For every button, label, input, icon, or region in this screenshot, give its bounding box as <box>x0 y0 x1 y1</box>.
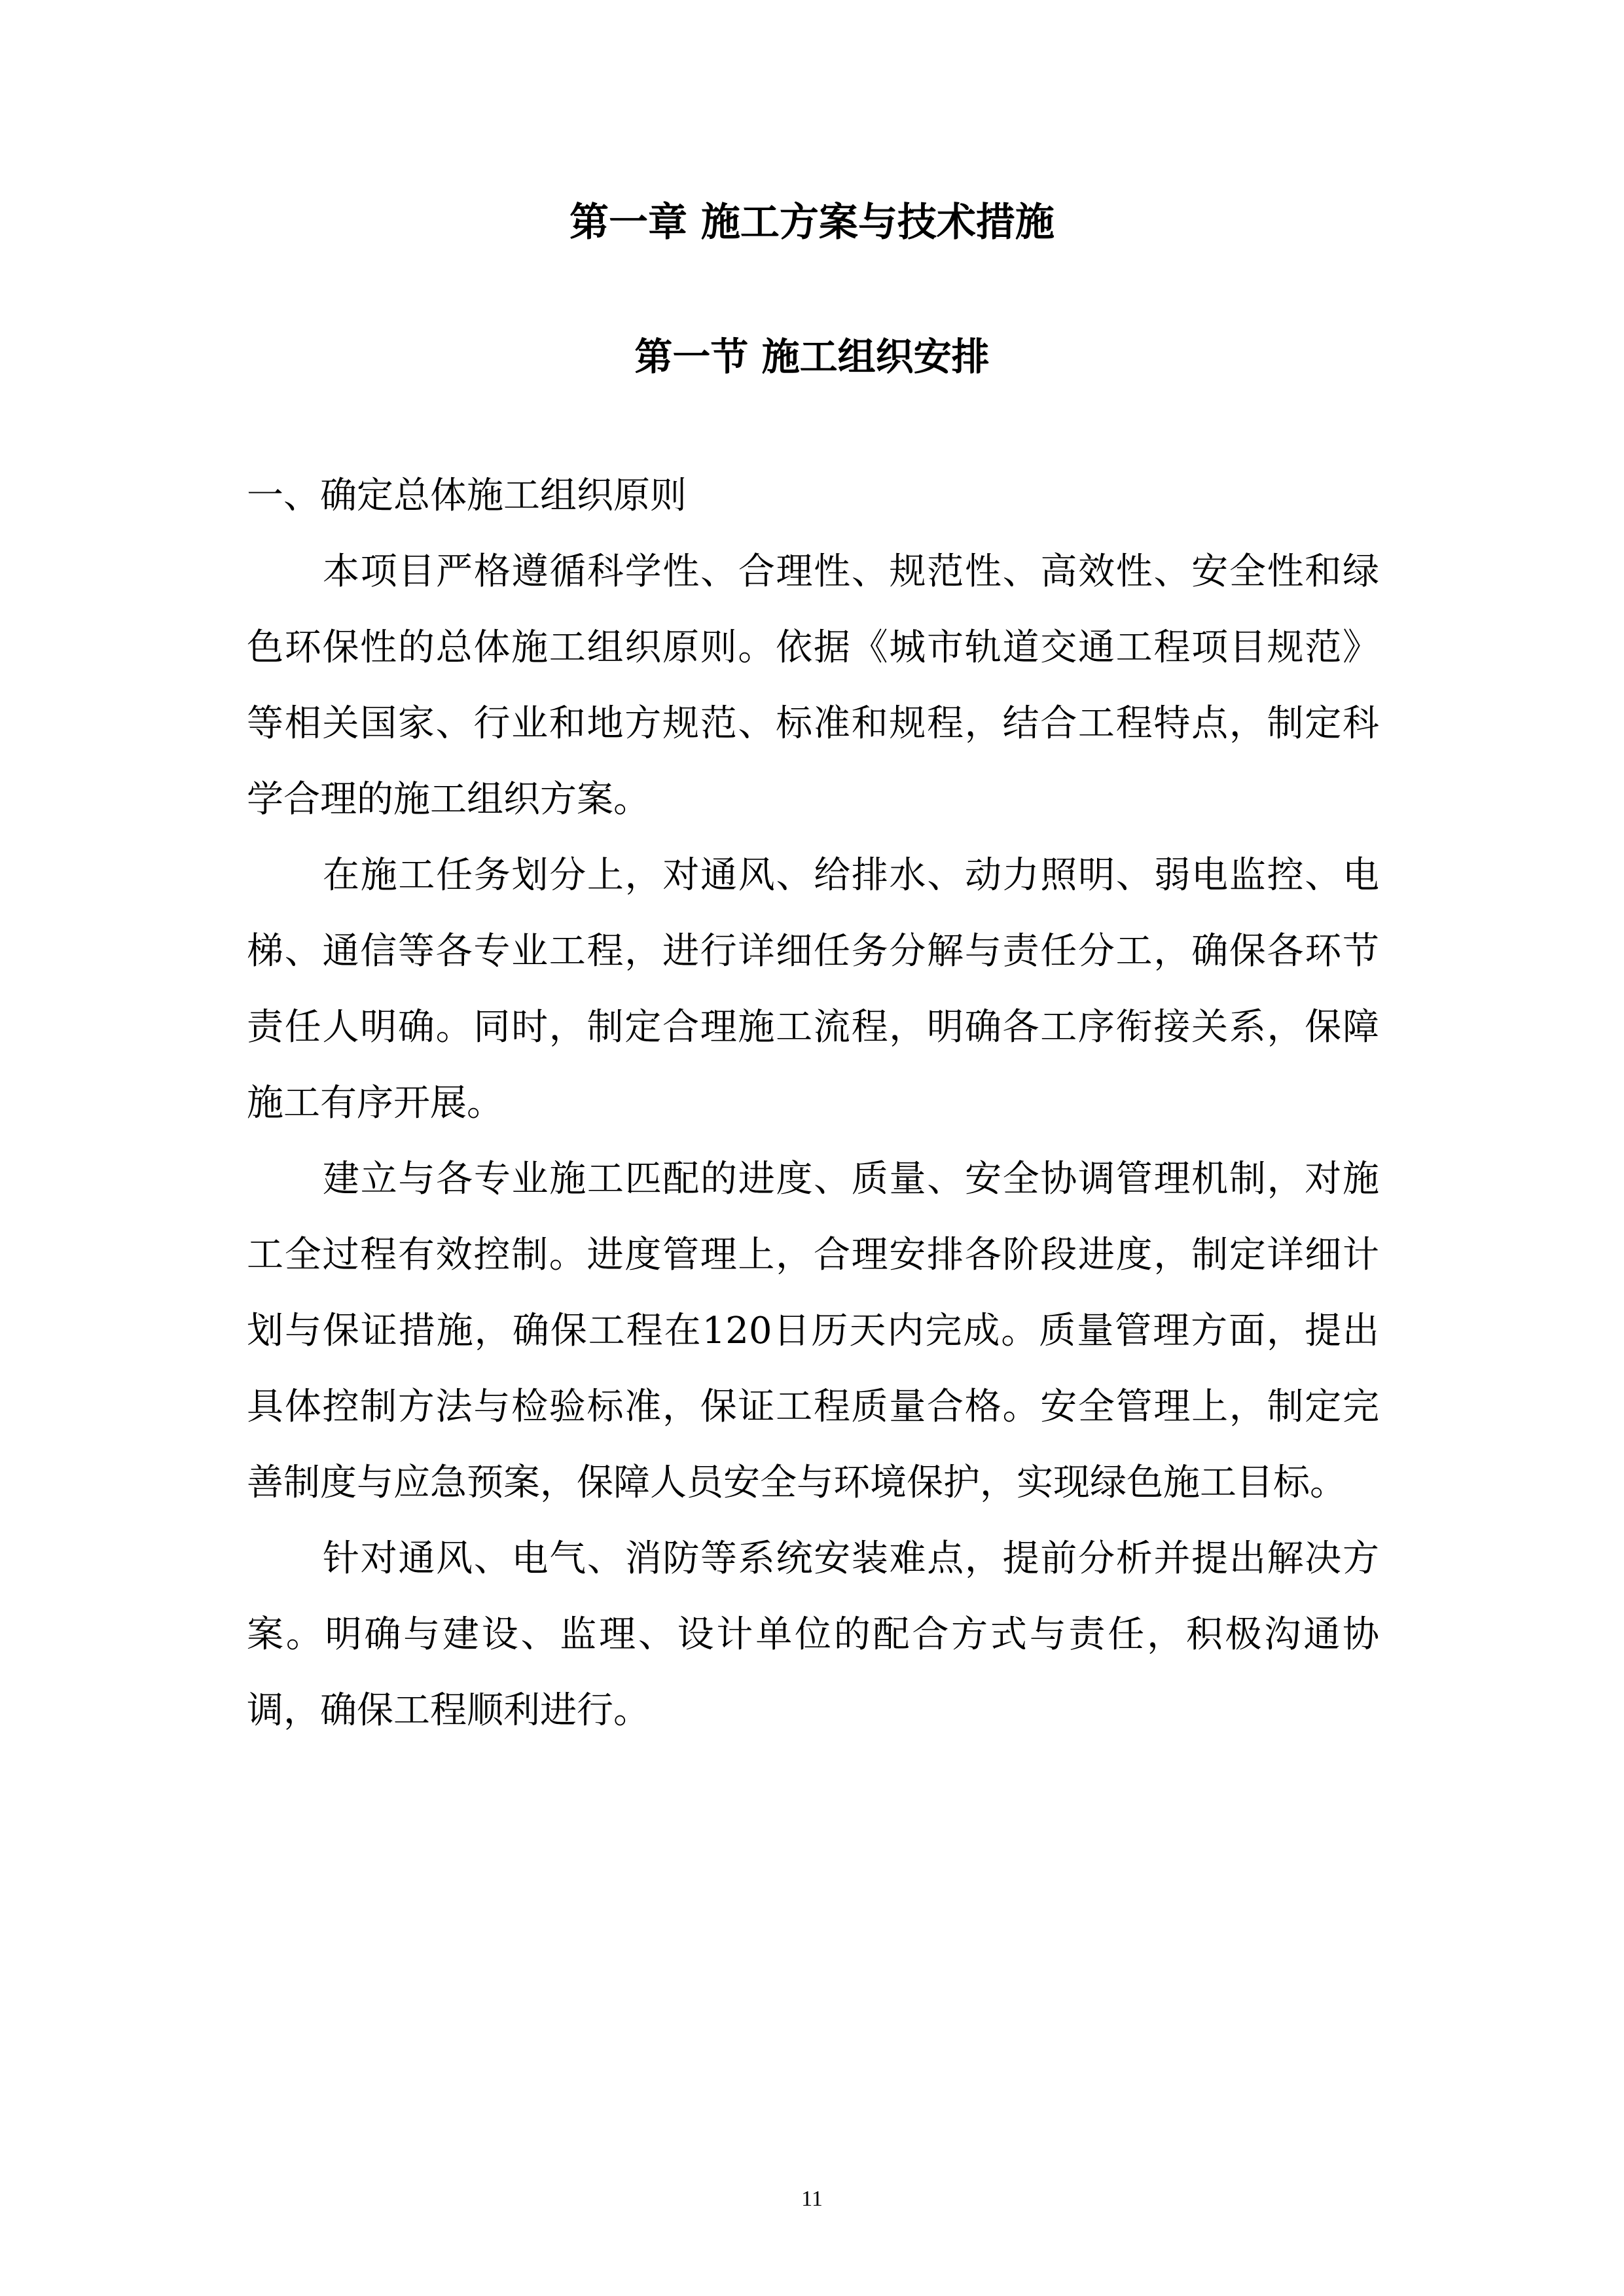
item-heading: 一、确定总体施工组织原则 <box>247 475 687 517</box>
chapter-title: 第一章 施工方案与技术措施 <box>569 200 1055 245</box>
paragraph-1: 本项目严格遵循科学性、合理性、规范性、高效性、安全性和绿色环保性的总体施工组织原则。依据《城市轨道交通工程项目规范》等相关国家、行业和地方规范、标准和规程，结合工程特点，制定科学合理的施工组织方案。 <box>247 550 1379 821</box>
page-number: 11 <box>801 2187 823 2211</box>
body-text <box>247 458 1379 1749</box>
paragraph-3: 建立与各专业施工匹配的进度、质量、安全协调管理机制，对施工全过程有效控制。进度管理上，合理安排各阶段进度，制定详细计划与保证措施，确保工程在120日历天内完成。质量管理方面，提出具体控制方法与检验标准，保证工程质量合格。安全管理上，制定完善制度与应急预案，保障人员安全与环境保护，实现绿色施工目标。 <box>247 1158 1379 1504</box>
section-title: 第一节 施工组织安排 <box>634 334 990 379</box>
paragraph-4: 针对通风、电气、消防等系统安装难点，提前分析并提出解决方案。明确与建设、监理、设计单位的配合方式与责任，积极沟通协调，确保工程顺利进行。 <box>247 1537 1379 1732</box>
paragraph-2: 在施工任务划分上，对通风、给排水、动力照明、弱电监控、电梯、通信等各专业工程，进行详细任务分解与责任分工，确保各环节责任人明确。同时，制定合理施工流程，明确各工序衔接关系，保障施工有序开展。 <box>247 854 1379 1124</box>
